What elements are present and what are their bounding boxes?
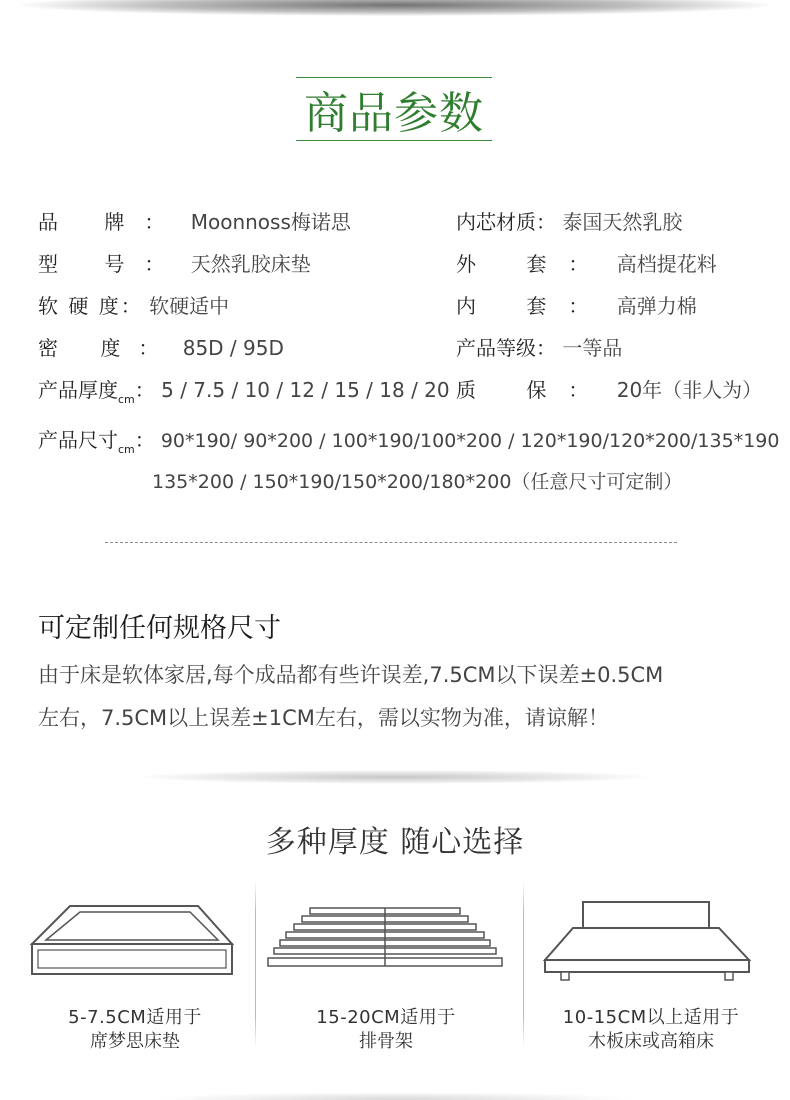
thickness-section-title: 多种厚度 随心选择: [265, 825, 525, 860]
top-shadow-decoration: [20, 0, 770, 16]
param-row-thickness: [38, 376, 450, 414]
option-caption-line-1: 5-7.5CM适用于: [68, 1007, 202, 1028]
section-title-box: [296, 77, 492, 141]
size-list-line-1: 90*190/ 90*200 / 100*190/100*200 / 120*190/120*200/135*190: [160, 430, 780, 452]
option-caption-line-1: 15-20CM适用于: [316, 1007, 456, 1028]
param-label: 内芯材质：: [456, 210, 556, 234]
param-label: 产品厚度$_{cm}$：: [38, 378, 155, 406]
param-row-grade: [456, 334, 622, 362]
thickness-option-2: [286, 1006, 486, 1054]
param-value: 泰国天然乳胶: [562, 210, 683, 234]
param-row-size-cont: [152, 468, 682, 496]
custom-size-title: 可定制任何规格尺寸: [38, 613, 281, 644]
mattress-icon: [26, 900, 238, 990]
param-value: 高档提花料: [616, 252, 717, 276]
custom-size-text-line-1: 由于床是软体家居,每个成品都有些许误差,7.5CM以下误差±0.5CM: [38, 663, 664, 687]
param-label: 质 保：: [456, 378, 611, 402]
option-caption-line-1: 10-15CM以上适用于: [562, 1007, 740, 1028]
option-caption-line-2: 排骨架: [359, 1031, 413, 1052]
column-divider: [523, 880, 524, 1048]
param-label: 产品等级：: [456, 336, 556, 360]
param-row-size: [38, 426, 779, 464]
param-value: 软硬适中: [149, 294, 230, 318]
section-title: 商品参数: [304, 88, 484, 139]
custom-size-text-line-2: 左右，7.5CM以上误差±1CM左右，需以实物为准，请谅解！: [38, 706, 609, 730]
dashed-divider: [105, 542, 677, 543]
param-label: 型 号：: [38, 252, 185, 276]
param-row-outer-cover: [456, 250, 717, 278]
param-row-core-material: [456, 208, 682, 236]
param-row-brand: [38, 208, 351, 236]
param-value: Moonnoss梅诺思: [190, 210, 351, 234]
param-value: 20年（非人为）: [616, 378, 763, 402]
param-row-inner-cover: [456, 292, 697, 320]
section-shadow-divider: [140, 770, 650, 784]
thickness-option-3: [540, 1006, 762, 1054]
param-row-model: [38, 250, 311, 278]
param-label: 密 度：: [38, 336, 177, 360]
param-label: 内 套：: [456, 294, 611, 318]
slatted-frame-icon: [266, 906, 504, 978]
param-label: 软 硬 度：: [38, 294, 143, 318]
param-row-firmness: [38, 292, 229, 320]
unit-cm: cm: [118, 443, 135, 456]
param-row-warranty: [456, 376, 762, 404]
param-label: 外 套：: [456, 252, 611, 276]
param-label: 产品尺寸$_{cm}$：: [38, 428, 155, 456]
size-list-line-2: 135*200 / 150*190/150*200/180*200（任意尺寸可定制）: [152, 471, 683, 493]
option-caption-line-2: 木板床或高箱床: [588, 1031, 714, 1052]
column-divider: [255, 880, 256, 1048]
param-label: 品 牌：: [38, 210, 185, 234]
bed-frame-icon: [543, 900, 753, 986]
option-caption-line-2: 席梦思床垫: [90, 1031, 180, 1052]
param-value: 一等品: [562, 336, 623, 360]
param-row-density: [38, 334, 284, 362]
param-value: 5 / 7.5 / 10 / 12 / 15 / 18 / 20: [161, 378, 450, 402]
unit-cm: cm: [118, 393, 135, 406]
thickness-option-1: [30, 1006, 240, 1054]
param-value: 天然乳胶床垫: [190, 252, 311, 276]
bottom-shadow-decoration: [150, 1092, 640, 1100]
param-value: 85D / 95D: [182, 336, 284, 360]
param-value: 高弹力棉: [616, 294, 697, 318]
